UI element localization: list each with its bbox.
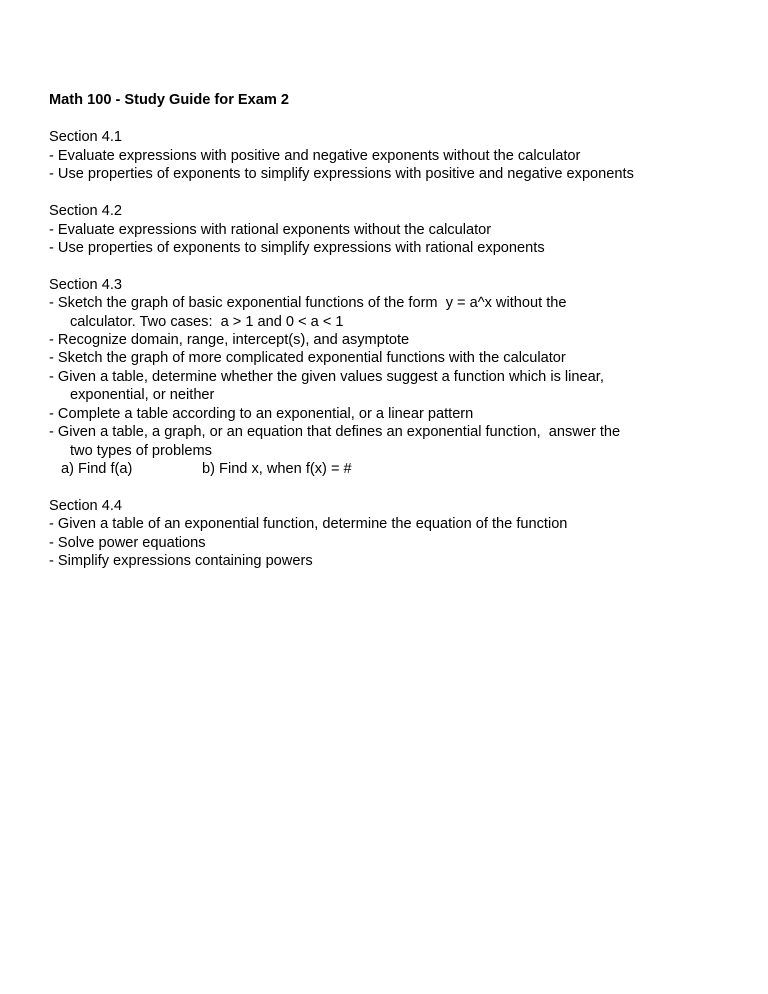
objective-item: - Solve power equations bbox=[49, 534, 206, 551]
objective-item: - Complete a table according to an exponential, or a linear pattern bbox=[49, 405, 474, 422]
objective-item: - Use properties of exponents to simplify expressions with rational exponents bbox=[49, 239, 545, 256]
objective-item: - Given a table, a graph, or an equation that defines an exponential function, answer the bbox=[49, 424, 621, 441]
section-heading: Section 4.2 bbox=[49, 203, 123, 220]
objective-continuation: exponential, or neither bbox=[70, 387, 215, 404]
study-guide-page bbox=[49, 91, 749, 589]
problem-type-a: a) Find f(a) bbox=[61, 460, 133, 477]
section-4-2 bbox=[49, 202, 749, 257]
objective-continuation: two types of problems bbox=[70, 442, 212, 459]
objective-item: - Given a table of an exponential function, determine the equation of the function bbox=[49, 516, 568, 533]
objective-item: - Sketch the graph of basic exponential functions of the form y = a^x without the bbox=[49, 295, 567, 312]
objective-item: - Use properties of exponents to simplify expressions with positive and negative exponents bbox=[49, 166, 634, 183]
objective-item: - Simplify expressions containing powers bbox=[49, 553, 313, 570]
section-heading: Section 4.4 bbox=[49, 497, 123, 514]
objective-continuation: calculator. Two cases: a > 1 and 0 < a < 1 bbox=[70, 313, 344, 330]
objective-item: - Recognize domain, range, intercept(s), and asymptote bbox=[49, 332, 410, 349]
objective-item: - Evaluate expressions with rational exponents without the calculator bbox=[49, 221, 492, 238]
objective-item: - Given a table, determine whether the given values suggest a function which is linear, bbox=[49, 368, 604, 385]
section-4-1 bbox=[49, 128, 749, 183]
objective-item: - Sketch the graph of more complicated exponential functions with the calculator bbox=[49, 350, 566, 367]
objective-item: - Evaluate expressions with positive and negative exponents without the calculator bbox=[49, 147, 581, 164]
section-heading: Section 4.3 bbox=[49, 276, 123, 293]
section-heading: Section 4.1 bbox=[49, 129, 123, 146]
section-4-3 bbox=[49, 276, 749, 478]
section-4-4 bbox=[49, 497, 749, 571]
problem-types bbox=[49, 460, 749, 478]
document-title: Math 100 - Study Guide for Exam 2 bbox=[49, 92, 290, 108]
problem-type-b: b) Find x, when f(x) = # bbox=[202, 460, 352, 477]
